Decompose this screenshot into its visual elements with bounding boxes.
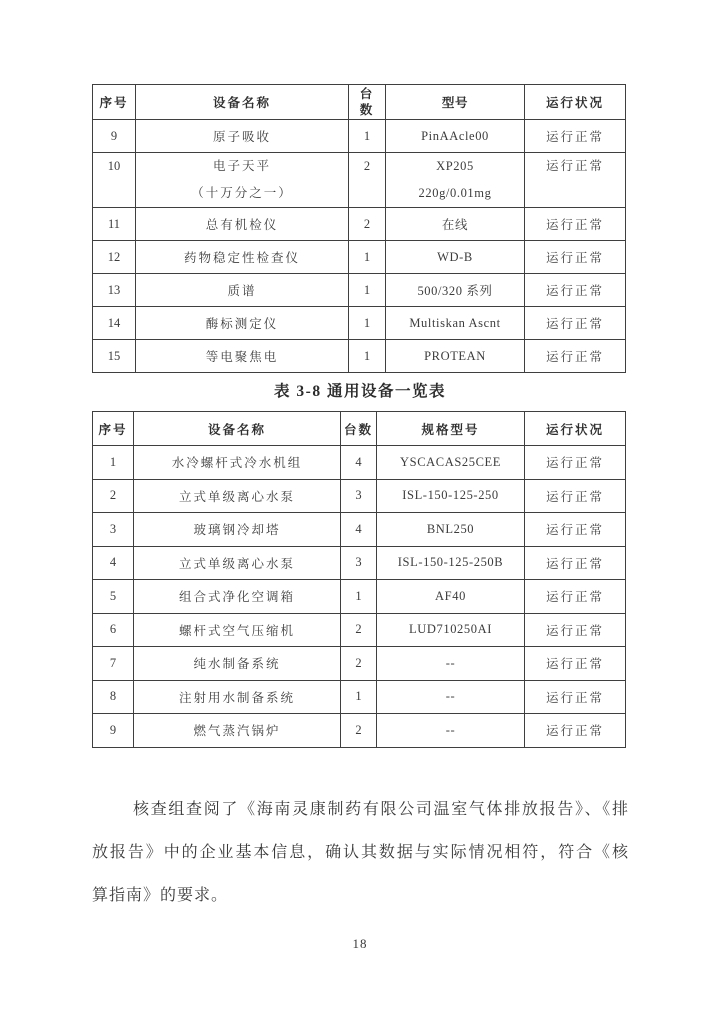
cell-model-line2: 220g/0.01mg — [418, 186, 492, 200]
table-header-row — [93, 412, 626, 446]
cell-name: 原子吸收 — [136, 120, 349, 153]
cell-name: 组合式净化空调箱 — [134, 580, 341, 614]
cell-count: 1 — [349, 120, 386, 153]
column-header-no: 序号 — [93, 412, 134, 446]
cell-no: 15 — [93, 340, 136, 373]
cell-model: LUD710250AI — [377, 613, 525, 647]
cell-no: 11 — [93, 208, 136, 241]
cell-count: 3 — [341, 546, 377, 580]
cell-no: 7 — [93, 647, 134, 681]
cell-status: 运行正常 — [525, 446, 626, 480]
count-header-line1: 台 — [359, 87, 375, 101]
table-row — [93, 479, 626, 513]
equipment-table-special — [92, 84, 626, 373]
cell-status: 运行正常 — [525, 274, 626, 307]
cell-count: 1 — [349, 274, 386, 307]
table-row — [93, 241, 626, 274]
cell-model — [386, 153, 525, 208]
cell-count: 4 — [341, 513, 377, 547]
cell-model: -- — [377, 680, 525, 714]
column-header-name: 设备名称 — [134, 412, 341, 446]
cell-count: 4 — [341, 446, 377, 480]
cell-status: 运行正常 — [525, 208, 626, 241]
column-header-model: 型号 — [386, 85, 525, 120]
cell-status: 运行正常 — [525, 241, 626, 274]
table-row — [93, 580, 626, 614]
cell-count: 1 — [349, 340, 386, 373]
cell-name: 质谱 — [136, 274, 349, 307]
table-row — [93, 613, 626, 647]
cell-count: 2 — [341, 613, 377, 647]
cell-status: 运行正常 — [525, 714, 626, 748]
cell-no: 6 — [93, 613, 134, 647]
cell-model: 500/320 系列 — [386, 274, 525, 307]
cell-status: 运行正常 — [525, 479, 626, 513]
cell-status: 运行正常 — [525, 153, 626, 208]
count-header-line2: 数 — [359, 103, 375, 117]
cell-no: 3 — [93, 513, 134, 547]
column-header-model: 规格型号 — [377, 412, 525, 446]
cell-status: 运行正常 — [525, 613, 626, 647]
cell-status: 运行正常 — [525, 307, 626, 340]
cell-model: ISL-150-125-250 — [377, 479, 525, 513]
cell-count: 2 — [349, 153, 386, 208]
cell-no: 12 — [93, 241, 136, 274]
table-row — [93, 153, 626, 208]
cell-name: 立式单级离心水泵 — [134, 546, 341, 580]
table-row — [93, 274, 626, 307]
cell-model-line1: XP205 — [436, 159, 474, 173]
cell-no: 9 — [93, 714, 134, 748]
cell-model: AF40 — [377, 580, 525, 614]
column-header-name: 设备名称 — [136, 85, 349, 120]
page-number: 18 — [352, 936, 368, 951]
column-header-count: 台数 — [341, 412, 377, 446]
cell-name: 螺杆式空气压缩机 — [134, 613, 341, 647]
cell-model: -- — [377, 647, 525, 681]
cell-name: 注射用水制备系统 — [134, 680, 341, 714]
paragraph-line: 算指南》的要求。 — [92, 887, 229, 904]
cell-model: PROTEAN — [386, 340, 525, 373]
cell-name: 酶标测定仪 — [136, 307, 349, 340]
cell-name: 纯水制备系统 — [134, 647, 341, 681]
cell-model: WD-B — [386, 241, 525, 274]
table-row — [93, 446, 626, 480]
cell-no: 9 — [93, 120, 136, 153]
cell-name: 燃气蒸汽锅炉 — [134, 714, 341, 748]
cell-name: 立式单级离心水泵 — [134, 479, 341, 513]
cell-model: BNL250 — [377, 513, 525, 547]
table-row — [93, 647, 626, 681]
cell-status: 运行正常 — [525, 647, 626, 681]
cell-name-line1: 电子天平 — [212, 159, 271, 173]
cell-model: PinAAcle00 — [386, 120, 525, 153]
table-row — [93, 307, 626, 340]
table-row — [93, 120, 626, 153]
paragraph-line: 核查组查阅了《海南灵康制药有限公司温室气体排放报告》、《排 — [133, 801, 629, 818]
cell-count: 1 — [341, 680, 377, 714]
cell-count: 2 — [341, 714, 377, 748]
cell-status: 运行正常 — [525, 546, 626, 580]
table-row — [93, 513, 626, 547]
cell-status: 运行正常 — [525, 513, 626, 547]
cell-no: 2 — [93, 479, 134, 513]
cell-count: 1 — [349, 307, 386, 340]
cell-no: 1 — [93, 446, 134, 480]
cell-model: ISL-150-125-250B — [377, 546, 525, 580]
table-row — [93, 680, 626, 714]
cell-name-line2: （十万分之一） — [191, 186, 293, 200]
cell-name: 总有机检仪 — [136, 208, 349, 241]
cell-model: 在线 — [386, 208, 525, 241]
cell-model: Multiskan Ascnt — [386, 307, 525, 340]
cell-name: 药物稳定性检查仪 — [136, 241, 349, 274]
cell-name — [136, 153, 349, 208]
column-header-count — [349, 85, 386, 120]
cell-status: 运行正常 — [525, 680, 626, 714]
cell-count: 1 — [349, 241, 386, 274]
cell-name: 玻璃钢冷却塔 — [134, 513, 341, 547]
column-header-status: 运行状况 — [525, 85, 626, 120]
cell-count: 2 — [349, 208, 386, 241]
body-paragraph — [92, 788, 629, 917]
cell-status: 运行正常 — [525, 580, 626, 614]
table-row — [93, 714, 626, 748]
cell-no: 10 — [93, 153, 136, 208]
cell-count: 2 — [341, 647, 377, 681]
cell-name: 水冷螺杆式冷水机组 — [134, 446, 341, 480]
table-header-row — [93, 85, 626, 120]
cell-no: 13 — [93, 274, 136, 307]
cell-model: -- — [377, 714, 525, 748]
table-row — [93, 546, 626, 580]
cell-model: YSCACAS25CEE — [377, 446, 525, 480]
table-row — [93, 208, 626, 241]
cell-status: 运行正常 — [525, 340, 626, 373]
table-title: 表 3-8 通用设备一览表 — [274, 383, 446, 400]
column-header-status: 运行状况 — [525, 412, 626, 446]
column-header-no: 序号 — [93, 85, 136, 120]
cell-count: 1 — [341, 580, 377, 614]
paragraph-line: 放报告》中的企业基本信息，确认其数据与实际情况相符，符合《核 — [92, 844, 629, 861]
general-equipment-table — [92, 411, 626, 748]
cell-no: 5 — [93, 580, 134, 614]
cell-status: 运行正常 — [525, 120, 626, 153]
cell-no: 8 — [93, 680, 134, 714]
cell-no: 14 — [93, 307, 136, 340]
cell-count: 3 — [341, 479, 377, 513]
table-row — [93, 340, 626, 373]
cell-no: 4 — [93, 546, 134, 580]
cell-name: 等电聚焦电 — [136, 340, 349, 373]
